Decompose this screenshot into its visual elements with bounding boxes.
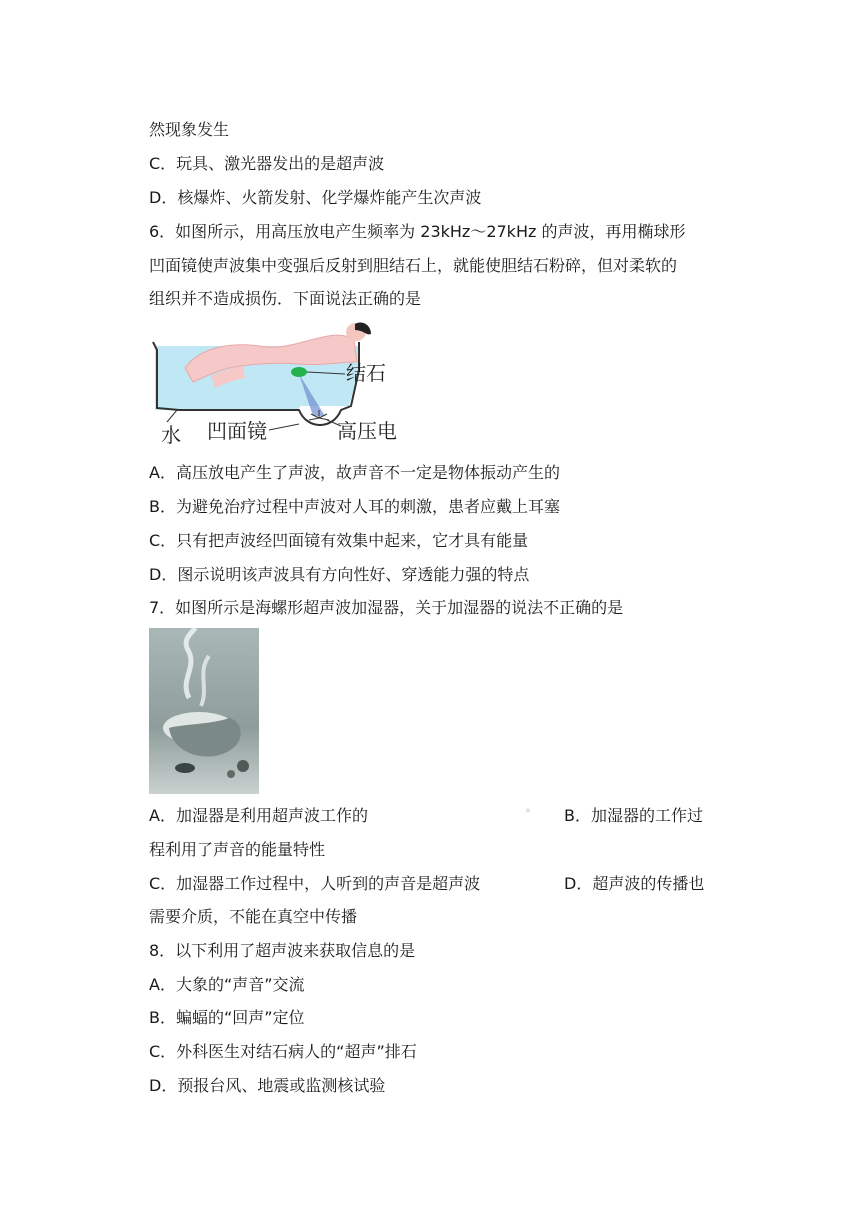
option-a: A．加湿器是利用超声波工作的 [149, 806, 368, 825]
water-leader-line [167, 410, 177, 422]
option-b: B．为避免治疗过程中声波对人耳的刺激，患者应戴上耳塞 [149, 497, 560, 516]
option-a: A．大象的“声音”交流 [149, 975, 305, 994]
text-line: 然现象发生 [149, 120, 230, 139]
label-water: 水 [161, 423, 181, 447]
pebble [227, 770, 235, 778]
option-d: D．核爆炸、火箭发射、化学爆炸能产生次声波 [149, 188, 482, 207]
gallstone [291, 367, 307, 377]
option-d: D．预报台风、地震或监测核试验 [149, 1076, 386, 1095]
label-concave-mirror: 凹面镜 [207, 419, 267, 443]
mirror-leader-line [269, 424, 299, 430]
option-c: C．外科医生对结石病人的“超声”排石 [149, 1042, 417, 1061]
pebble [237, 760, 249, 772]
option-a: A．高压放电产生了声波，故声音不一定是物体振动产生的 [149, 463, 560, 482]
option-b: B．蝙蝠的“回声”定位 [149, 1008, 305, 1027]
option-c: C．玩具、激光器发出的是超声波 [149, 154, 385, 173]
option-d: D．超声波的传播也 [564, 874, 705, 893]
question-7: 7．如图所示是海螺形超声波加湿器，关于加湿器的说法不正确的是 [149, 598, 624, 617]
option-b-continued: 程利用了声音的能量特性 [149, 840, 326, 859]
question-8: 8．以下利用了超声波来获取信息的是 [149, 941, 416, 960]
option-d-continued: 需要介质，不能在真空中传播 [149, 907, 358, 926]
option-d: D．图示说明该声波具有方向性好、穿透能力强的特点 [149, 565, 530, 584]
question-6-line-1: 6．如图所示，用高压放电产生频率为 23kHz～27kHz 的声波，再用椭球形 [149, 222, 686, 241]
label-stone: 结石 [346, 361, 386, 385]
question-6-line-3: 组织并不造成损伤．下面说法正确的是 [149, 289, 422, 308]
shell-foot [175, 763, 195, 773]
option-c: C．只有把声波经凹面镜有效集中起来，它才具有能量 [149, 531, 529, 550]
small-mark: ◦ [525, 806, 531, 817]
option-b: B．加湿器的工作过 [564, 806, 703, 825]
option-c: C．加湿器工作过程中，人听到的声音是超声波 [149, 874, 481, 893]
question-6-line-2: 凹面镜使声波集中变强后反射到胆结石上，就能使胆结石粉碎，但对柔软的 [149, 256, 678, 275]
humidifier-photo [149, 628, 259, 794]
bathtub-lithotripsy-figure [149, 318, 411, 450]
label-high-voltage: 高压电 [337, 419, 397, 443]
